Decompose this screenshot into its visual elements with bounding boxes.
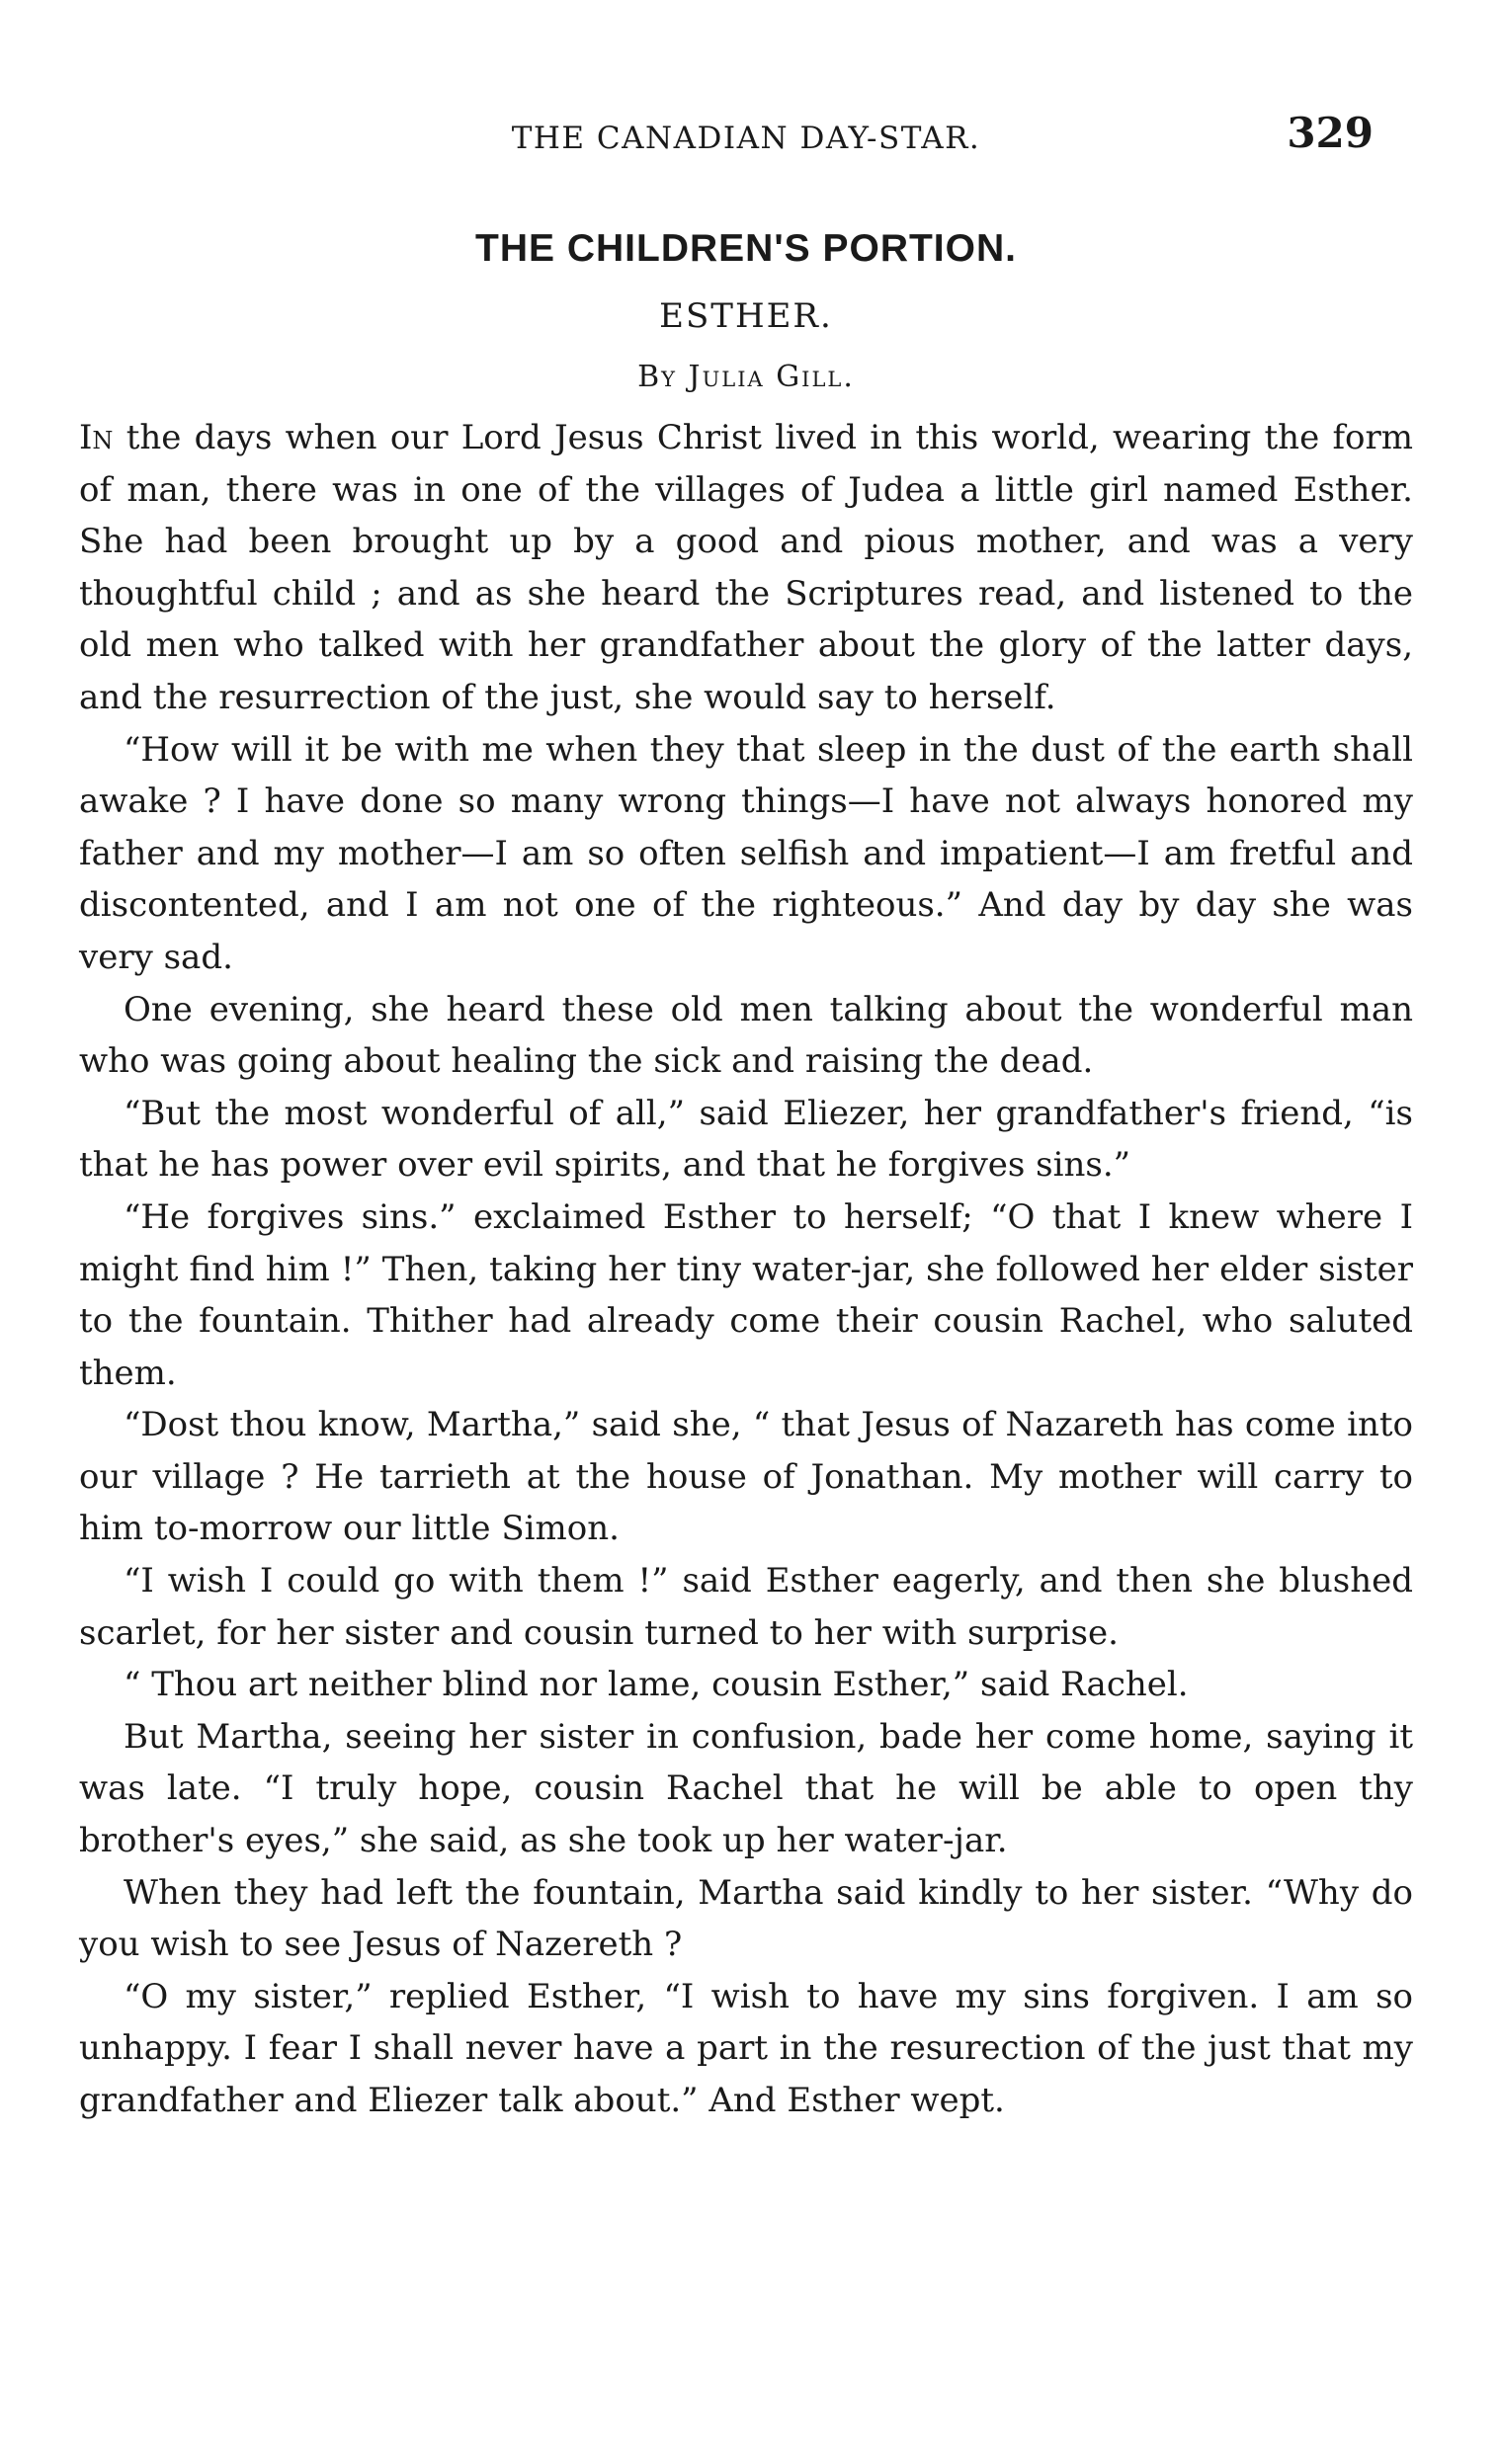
section-title: THE CHILDREN'S PORTION. — [475, 227, 1017, 270]
paragraph — [79, 412, 1413, 724]
paragraph: “How will it be with me when they that sleep in the dust of the earth shall awake ? I have done so many wrong things—I have not always honored my father and my mother—I am so often selfish and impatient—I am fretful and discontented, and I am not one of the righteous.” And day by day she was very sad. — [79, 729, 1413, 977]
page-number: 329 — [1287, 109, 1374, 157]
paragraph: “I wish I could go with them !” said Esther eagerly, and then she blushed scarlet, for her sister and cousin turned to her with surprise. — [79, 1561, 1413, 1653]
paragraph: “But the most wonderful of all,” said Eliezer, her grandfather's friend, “is that he has power over evil spirits, and that he forgives sins.” — [79, 1093, 1413, 1186]
paragraph: “O my sister,” replied Esther, “I wish to have my sins forgiven. I am so unhappy. I fear I shall never have a part in the resurection of the just that my grandfather and Eliezer talk about.” And Esther wept. — [79, 1976, 1413, 2120]
running-title: THE CANADIAN DAY-STAR. — [511, 121, 981, 156]
paragraph: But Martha, seeing her sister in confusion, bade her come home, saying it was late. “I truly hope, cousin Rachel that he will be able to open thy brother's eyes,” she said, as she took up her water-jar. — [79, 1716, 1413, 1861]
page — [79, 109, 1413, 2127]
paragraph: When they had left the fountain, Martha said kindly to her sister. “Why do you wish to see Jesus of Nazereth ? — [79, 1872, 1413, 1965]
paragraph: “Dost thou know, Martha,” said she, “ that Jesus of Nazareth has come into our village ? He tarrieth at the house of Jonathan. My mother will carry to him to-morrow our little Simon. — [79, 1405, 1413, 1549]
paragraph-text: the days when our Lord Jesus Christ lived in this world, wearing the form of man, there was in one of the villages of Judea a little girl named Esther. She had been brought up by a good and pious mother, and was a very thoughtful child ; and as she heard the Scriptures read, and listened to the old men who talked with her grandfather about the glory of the latter days, and the resurrection of the just, she would say to herself. — [79, 418, 1413, 717]
story-body — [79, 412, 1413, 2127]
paragraph: “ Thou art neither blind nor lame, cousin Esther,” said Rachel. — [124, 1665, 1189, 1705]
paragraph: “He forgives sins.” exclaimed Esther to herself; “O that I knew where I might find him !” Then, taking her tiny water-jar, she followed her elder sister to the fountain. Thither had already come their cousin Rachel, who saluted them. — [79, 1196, 1413, 1393]
running-head — [79, 109, 1413, 168]
byline: By Julia Gill. — [637, 360, 855, 394]
story-title: ESTHER. — [659, 296, 833, 336]
paragraph: One evening, she heard these old men talking about the wonderful man who was going about healing the sick and raising the dead. — [79, 989, 1413, 1082]
paragraph-lead-word: In — [79, 418, 114, 457]
